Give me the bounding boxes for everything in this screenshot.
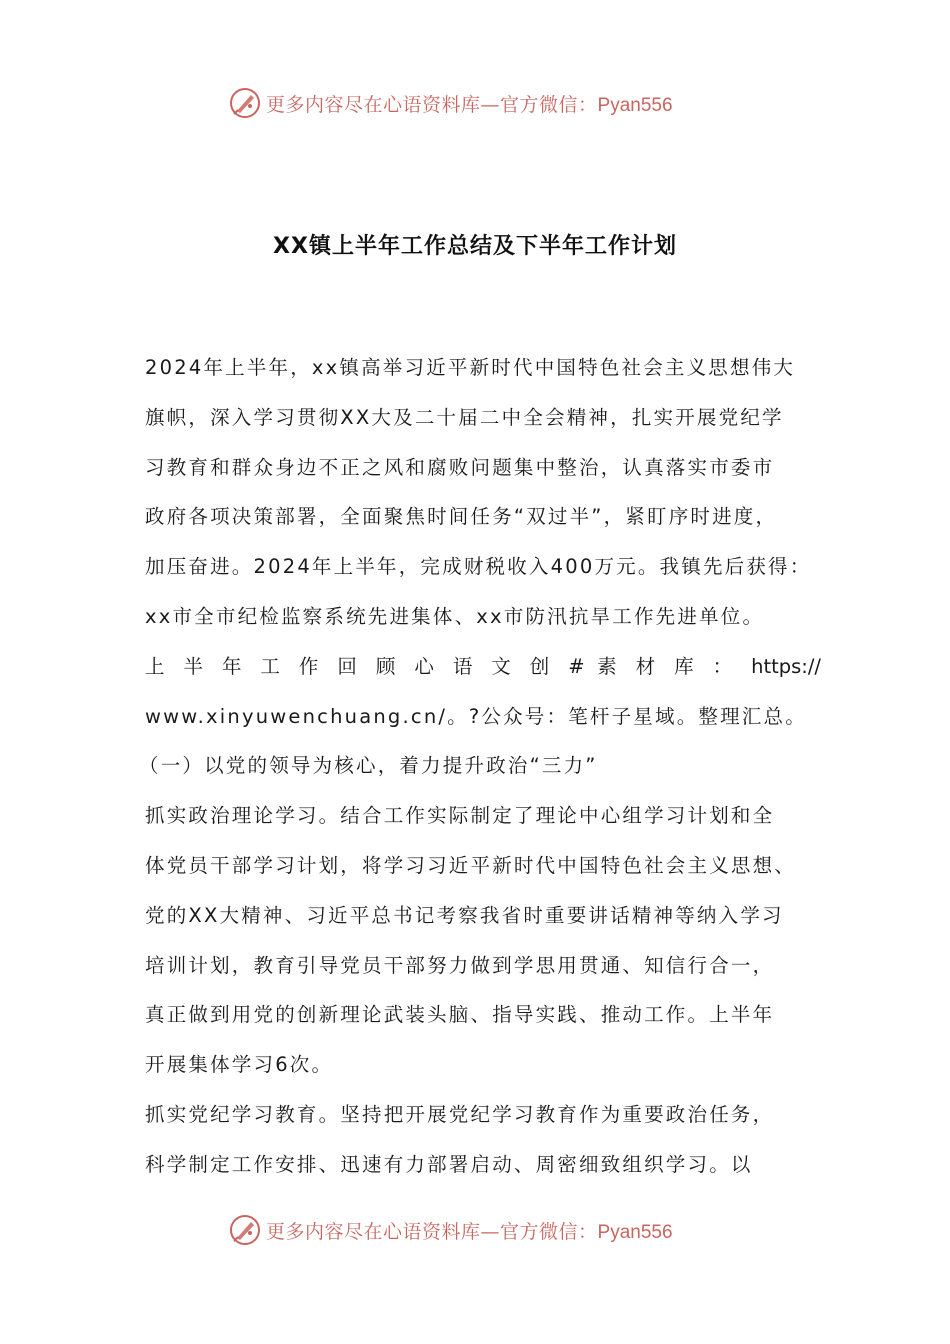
body-line: 开展集体学习6次。: [145, 1053, 334, 1077]
body-line: 科学制定工作安排、迅速有力部署启动、周密细致组织学习。以: [145, 1152, 753, 1176]
body-line: 政府各项决策部署，全面聚焦时间任务“双过半”，紧盯序时进度，: [145, 505, 778, 529]
watermark-text: 更多内容尽在心语资料库—官方微信：Pyan556: [266, 93, 673, 116]
watermark-footer: [228, 1211, 673, 1249]
watermark-text: 更多内容尽在心语资料库—官方微信：Pyan556: [266, 1220, 673, 1243]
body-line: 抓实政治理论学习。结合工作实际制定了理论中心组学习计划和全: [145, 804, 775, 828]
document-body: [139, 343, 821, 1190]
body-line: 真正做到用党的创新理论武装头脑、指导实践、推动工作。上半年: [145, 1003, 775, 1027]
body-line: 加压奋进。2024年上半年，完成财税收入400万元。我镇先后获得：: [145, 555, 812, 579]
body-line: 培训计划，教育引导党员干部努力做到学思用贯通、知信行合一，: [145, 953, 775, 977]
body-line: 体党员干部学习计划，将学习习近平新时代中国特色社会主义思想、: [145, 853, 797, 877]
watermark-header: [228, 84, 673, 122]
body-line: 抓实党纪学习教育。坚持把开展党纪学习教育作为重要政治任务，: [145, 1102, 775, 1126]
quill-pen-logo-icon: [228, 86, 262, 120]
body-line: 习教育和群众身边不正之风和腐败问题集中整治，认真落实市委市: [145, 455, 775, 479]
body-line: 旗帜，深入学习贯彻XX大及二十届二中全会精神，扎实开展党纪学: [145, 405, 784, 429]
body-line: 2024年上半年，xx镇高举习近平新时代中国特色社会主义思想伟大: [145, 356, 796, 379]
section-heading: （一）以党的领导为核心，着力提升政治“三力”: [139, 754, 598, 778]
body-line-source-note: 上 半 年 工 作 回 顾 心 语 文 创 # 素 材 库 ： https://: [145, 654, 821, 678]
document-title: XX镇上半年工作总结及下半年工作计划: [273, 234, 677, 259]
body-line: 党的XX大精神、习近平总书记考察我省时重要讲话精神等纳入学习: [145, 903, 784, 927]
body-line-url: www.xinyuwenchuang.cn/。?公众号：笔杆子星域。整理汇总。: [145, 704, 807, 728]
quill-pen-logo-icon: [228, 1213, 262, 1247]
body-line: xx市全市纪检监察系统先进集体、xx市防汛抗旱工作先进单位。: [145, 604, 765, 628]
